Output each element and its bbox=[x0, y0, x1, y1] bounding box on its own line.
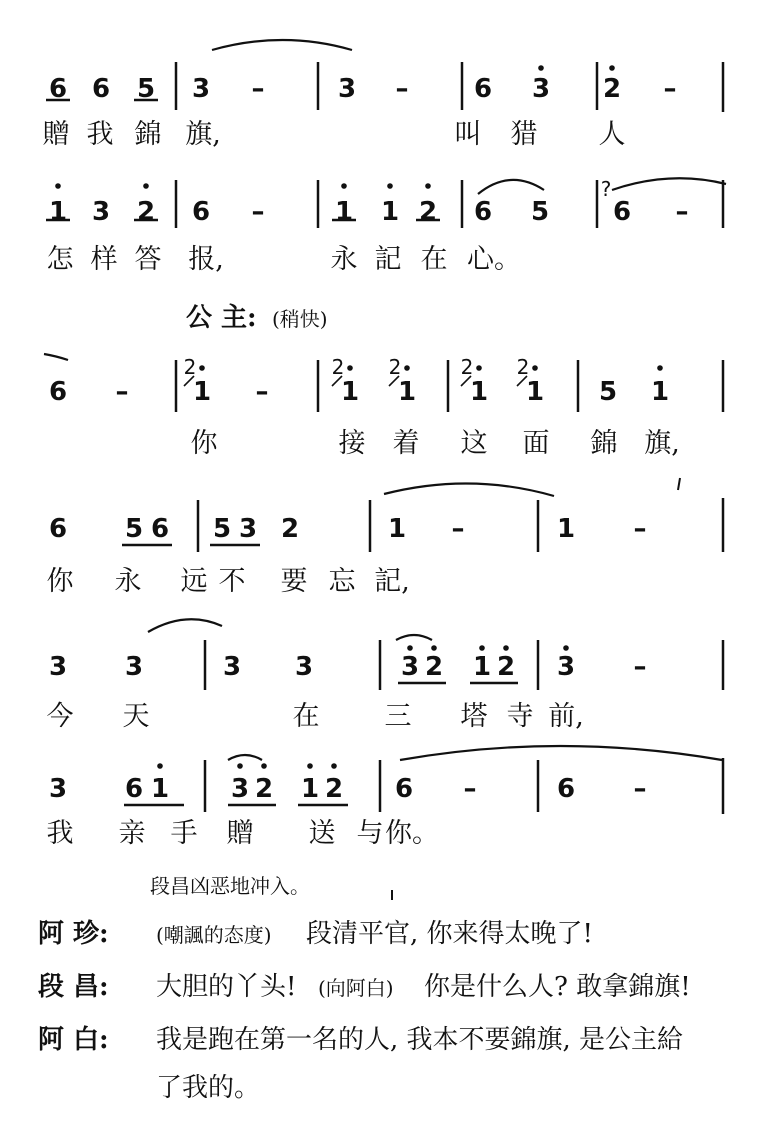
dialogue-role-abai: 阿 白: bbox=[38, 1025, 109, 1055]
grace-note-1: 2 bbox=[183, 355, 197, 379]
lyric-s5-7: 前, bbox=[548, 701, 584, 732]
lyric-s5-6: 寺 bbox=[506, 701, 534, 732]
note-s6-5: 2 bbox=[254, 774, 274, 804]
dialogue-aside-azhen: (嘲諷的态度) bbox=[156, 923, 272, 947]
note-s4-8: – bbox=[451, 514, 465, 544]
lyric-s3-3: 着 bbox=[392, 428, 420, 459]
lyric-s5-5: 塔 bbox=[460, 701, 488, 732]
note-s5-7: 1 bbox=[472, 652, 492, 682]
note-s4-3: 6 bbox=[150, 514, 170, 544]
lyric-s4-4: 不 bbox=[218, 566, 246, 597]
lyric-s2-1: 怎 bbox=[46, 244, 74, 275]
lyric-s2-7: 在 bbox=[420, 244, 448, 275]
lyric-s3-7: 旗, bbox=[644, 428, 680, 459]
grace-note-2: 2 bbox=[331, 355, 345, 379]
note-s1-6: 3 bbox=[337, 74, 357, 104]
lyric-s2-3: 答 bbox=[134, 244, 162, 275]
dialogue-line-duanchang-2: 你是什么人? 敢拿錦旗! bbox=[424, 972, 691, 1002]
lyric-s3-6: 錦 bbox=[590, 428, 618, 459]
note-s4-6: 2 bbox=[280, 514, 300, 544]
note-s6-2: 6 bbox=[124, 774, 144, 804]
note-s6-8: 6 bbox=[394, 774, 414, 804]
note-s4-2: 5 bbox=[124, 514, 144, 544]
note-s2-2: 3 bbox=[91, 197, 111, 227]
note-s5-4: 3 bbox=[294, 652, 314, 682]
note-s5-6: 2 bbox=[424, 652, 444, 682]
lyric-s3-2: 接 bbox=[338, 428, 366, 459]
note-s1-8: 6 bbox=[473, 74, 493, 104]
lyric-s1-6: 猎 bbox=[510, 119, 538, 150]
grace-note-5: 2 bbox=[516, 355, 530, 379]
note-s2-1: 1 bbox=[48, 197, 68, 227]
note-s3-10: 1 bbox=[650, 377, 670, 407]
lyric-s4-7: 記, bbox=[374, 566, 410, 597]
lyric-s4-1: 你 bbox=[46, 566, 74, 597]
note-s1-3: 5 bbox=[136, 74, 156, 104]
note-s5-5: 3 bbox=[400, 652, 420, 682]
lyric-s3-4: 这 bbox=[460, 428, 488, 459]
dialogue-line-duanchang: 大胆的丫头! bbox=[156, 972, 297, 1002]
note-s5-9: 3 bbox=[556, 652, 576, 682]
note-s2-3: 2 bbox=[136, 197, 156, 227]
note-s3-4: – bbox=[255, 377, 269, 407]
lyric-s6-6: 与 bbox=[356, 818, 384, 849]
lyric-s4-5: 要 bbox=[280, 566, 308, 597]
note-s6-3: 1 bbox=[150, 774, 170, 804]
lyric-s6-2: 亲 bbox=[118, 818, 146, 849]
lyric-s2-4: 报, bbox=[188, 244, 224, 275]
dialogue-line-abai-cont: 了我的。 bbox=[156, 1073, 261, 1103]
note-s4-9: 1 bbox=[556, 514, 576, 544]
note-s3-8: 1 bbox=[525, 377, 545, 407]
note-s2-4: 6 bbox=[191, 197, 211, 227]
note-s6-10: 6 bbox=[556, 774, 576, 804]
note-s1-10: 2 bbox=[602, 74, 622, 104]
dialogue-aside-duanchang: (向阿白) bbox=[318, 976, 394, 1000]
note-s4-1: 6 bbox=[48, 514, 68, 544]
lyric-s5-2: 天 bbox=[122, 701, 150, 732]
note-s4-10: – bbox=[633, 514, 647, 544]
note-s6-9: – bbox=[463, 774, 477, 804]
note-s4-4: 5 bbox=[212, 514, 232, 544]
note-s3-6: 1 bbox=[397, 377, 417, 407]
note-s2-10: 5 bbox=[530, 197, 550, 227]
note-s5-2: 3 bbox=[124, 652, 144, 682]
lyric-s6-3: 手 bbox=[170, 818, 198, 849]
note-s5-1: 3 bbox=[48, 652, 68, 682]
lyric-s2-5: 永 bbox=[330, 244, 358, 275]
lyric-s1-4: 旗, bbox=[185, 119, 221, 150]
gongzhu-tempo: (稍快) bbox=[272, 307, 328, 331]
lyric-s2-2: 样 bbox=[90, 244, 118, 275]
note-s3-2: – bbox=[115, 377, 129, 407]
note-s1-11: – bbox=[663, 74, 677, 104]
note-s2-8: 2 bbox=[418, 197, 438, 227]
lyric-s2-8: 心。 bbox=[467, 244, 521, 275]
note-s2-11: 6 bbox=[612, 197, 632, 227]
note-s1-1: 6 bbox=[48, 74, 68, 104]
gongzhu-role: 公 主: bbox=[186, 303, 257, 333]
lyric-s4-3: 远 bbox=[180, 566, 208, 597]
lyric-s3-5: 面 bbox=[522, 428, 550, 459]
lyric-s6-5: 送 bbox=[308, 818, 336, 849]
note-s1-4: 3 bbox=[191, 74, 211, 104]
note-s2-5: – bbox=[251, 197, 265, 227]
stage-direction: 段昌凶恶地冲入。 bbox=[150, 874, 310, 898]
lyric-s1-1: 贈 bbox=[42, 119, 70, 150]
grace-question-mark: ? bbox=[600, 177, 612, 201]
note-s3-5: 1 bbox=[340, 377, 360, 407]
lyric-s4-6: 忘 bbox=[328, 566, 356, 597]
dialogue-role-azhen: 阿 珍: bbox=[38, 919, 109, 949]
note-s1-2: 6 bbox=[91, 74, 111, 104]
note-s5-8: 2 bbox=[496, 652, 516, 682]
note-s6-6: 1 bbox=[300, 774, 320, 804]
note-s6-4: 3 bbox=[230, 774, 250, 804]
lyric-s2-6: 記 bbox=[374, 244, 402, 275]
note-s5-10: – bbox=[633, 652, 647, 682]
lyric-s5-1: 今 bbox=[46, 701, 74, 732]
dialogue-line-abai: 我是跑在第一名的人, 我本不要錦旗, 是公主給 bbox=[156, 1025, 684, 1055]
note-s5-3: 3 bbox=[222, 652, 242, 682]
note-s6-11: – bbox=[633, 774, 647, 804]
note-s6-1: 3 bbox=[48, 774, 68, 804]
note-s3-9: 5 bbox=[598, 377, 618, 407]
note-s1-7: – bbox=[395, 74, 409, 104]
note-s2-7: 1 bbox=[380, 197, 400, 227]
note-s2-6: 1 bbox=[334, 197, 354, 227]
grace-note-4: 2 bbox=[460, 355, 474, 379]
lyric-s1-7: 人 bbox=[598, 119, 626, 150]
note-s3-3: 1 bbox=[192, 377, 212, 407]
note-s4-7: 1 bbox=[387, 514, 407, 544]
lyric-s6-1: 我 bbox=[46, 818, 74, 849]
lyric-s4-2: 永 bbox=[114, 566, 142, 597]
note-s4-5: 3 bbox=[238, 514, 258, 544]
note-s2-12: – bbox=[675, 197, 689, 227]
lyric-s3-1: 你 bbox=[190, 428, 218, 459]
lyric-s5-4: 三 bbox=[384, 701, 412, 732]
note-s6-7: 2 bbox=[324, 774, 344, 804]
dialogue-line-azhen: 段清平官, 你来得太晚了! bbox=[306, 919, 593, 949]
note-s1-5: – bbox=[251, 74, 265, 104]
dialogue-role-duanchang: 段 昌: bbox=[38, 972, 109, 1002]
note-s3-1: 6 bbox=[48, 377, 68, 407]
lyric-s5-3: 在 bbox=[292, 701, 320, 732]
note-s1-9: 3 bbox=[531, 74, 551, 104]
lyric-s6-7: 你。 bbox=[385, 818, 439, 849]
lyric-s1-2: 我 bbox=[86, 119, 114, 150]
note-s2-9: 6 bbox=[473, 197, 493, 227]
note-s3-7: 1 bbox=[469, 377, 489, 407]
grace-note-3: 2 bbox=[388, 355, 402, 379]
lyric-s1-3: 錦 bbox=[134, 119, 162, 150]
lyric-s1-5: 叫 bbox=[454, 119, 482, 150]
lyric-s6-4: 贈 bbox=[226, 818, 254, 849]
